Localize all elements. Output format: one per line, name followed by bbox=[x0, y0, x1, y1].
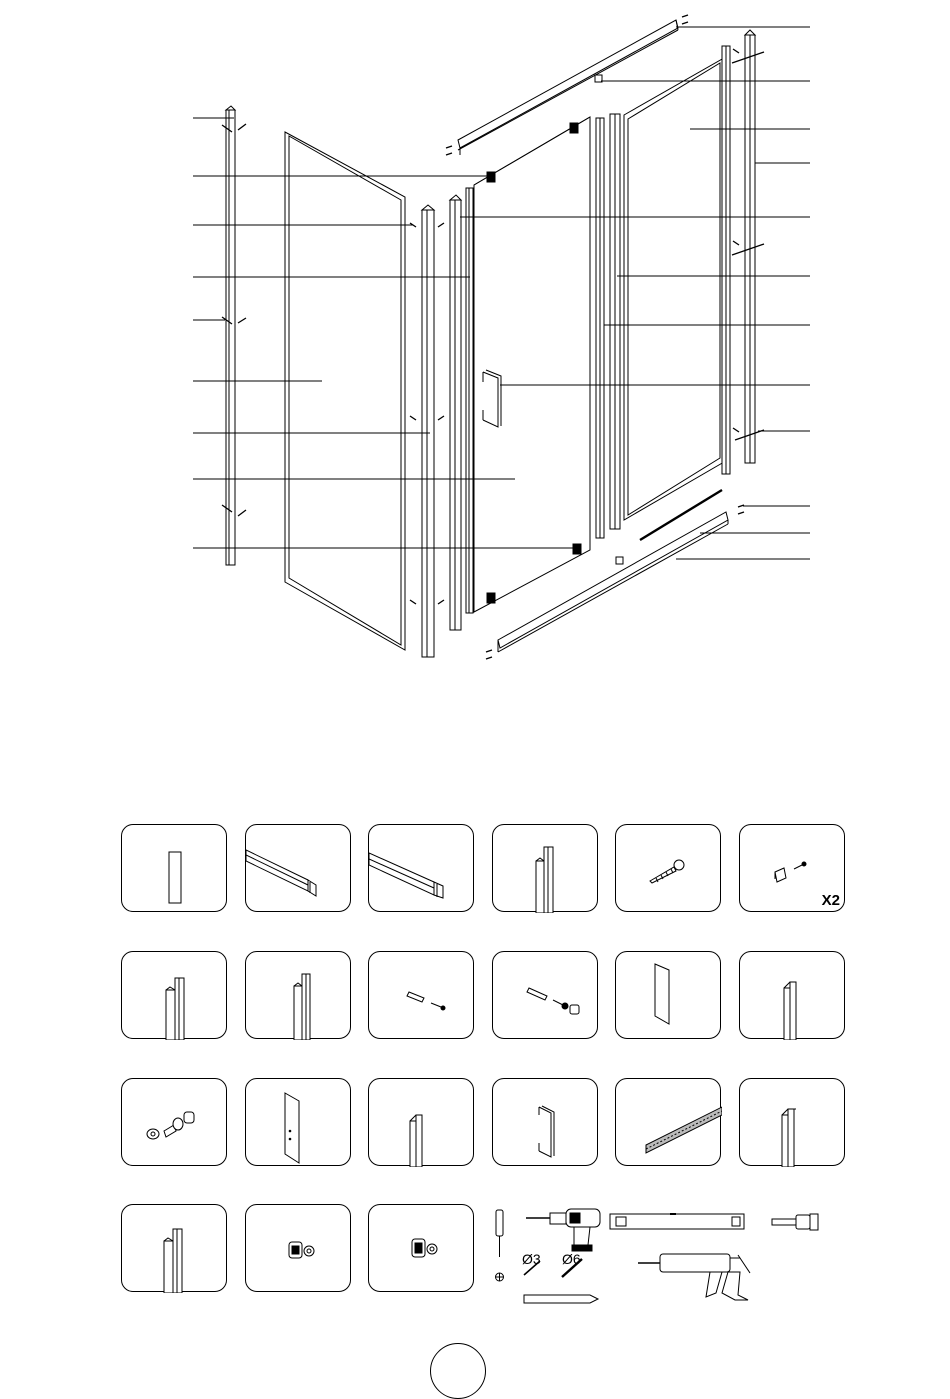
part-wall-profile-a bbox=[739, 951, 845, 1039]
part-double-profile-c bbox=[245, 951, 351, 1039]
spirit-level-icon bbox=[610, 1214, 744, 1229]
door-glass-icon bbox=[246, 1079, 352, 1167]
part-upper-pivot bbox=[245, 1204, 351, 1292]
part-door-handle bbox=[492, 1078, 598, 1166]
bottom-rail-profile-icon bbox=[369, 825, 475, 913]
tools-area bbox=[490, 1205, 850, 1315]
drill-bit-large-label: Ø6 bbox=[562, 1251, 581, 1267]
tape-measure-icon bbox=[772, 1214, 818, 1230]
part-screw bbox=[615, 824, 721, 912]
screwdriver-icon bbox=[496, 1210, 504, 1281]
drill-bit-small-label: Ø3 bbox=[522, 1251, 541, 1267]
part-wall-profile-c bbox=[739, 1078, 845, 1166]
lower-pivot-icon bbox=[369, 1205, 475, 1293]
part-double-profile-d bbox=[121, 1204, 227, 1292]
part-lower-pivot bbox=[368, 1204, 474, 1292]
part-top-rail bbox=[245, 824, 351, 912]
seal-strip-icon bbox=[616, 1079, 722, 1167]
door-handle-icon bbox=[493, 1079, 599, 1167]
wall-plug-screw-icon bbox=[369, 952, 475, 1040]
double-profile-icon bbox=[122, 1205, 228, 1293]
double-profile-icon bbox=[122, 952, 228, 1040]
part-screw-cap-set bbox=[492, 951, 598, 1039]
quantity-label: X2 bbox=[821, 892, 840, 909]
pencil-icon bbox=[524, 1295, 598, 1303]
glass-panel-icon bbox=[122, 825, 228, 913]
part-double-profile-b bbox=[121, 951, 227, 1039]
part-bottom-rail bbox=[368, 824, 474, 912]
part-glass-panel bbox=[121, 824, 227, 912]
upper-pivot-icon bbox=[246, 1205, 352, 1293]
drill-icon bbox=[526, 1209, 600, 1251]
part-wall-profile-b bbox=[368, 1078, 474, 1166]
part-wall-plug bbox=[368, 951, 474, 1039]
glass-panel-icon bbox=[616, 952, 722, 1040]
wall-profile-icon bbox=[740, 1079, 846, 1167]
part-hinge-bolt-set bbox=[121, 1078, 227, 1166]
top-rail-profile-icon bbox=[246, 825, 352, 913]
wall-profile-icon bbox=[740, 952, 846, 1040]
page-number-circle bbox=[430, 1343, 486, 1399]
double-profile-icon bbox=[246, 952, 352, 1040]
part-double-profile-a bbox=[492, 824, 598, 912]
wall-profile-icon bbox=[369, 1079, 475, 1167]
hinge-bolt-set-icon bbox=[122, 1079, 228, 1167]
part-glass-panel-b bbox=[615, 951, 721, 1039]
part-door-glass bbox=[245, 1078, 351, 1166]
screw-icon bbox=[616, 825, 722, 913]
silicone-gun-icon bbox=[638, 1254, 750, 1300]
double-profile-icon bbox=[493, 825, 599, 913]
screw-cap-set-icon bbox=[493, 952, 599, 1040]
part-corner-bracket bbox=[739, 824, 845, 912]
part-seal-strip bbox=[615, 1078, 721, 1166]
